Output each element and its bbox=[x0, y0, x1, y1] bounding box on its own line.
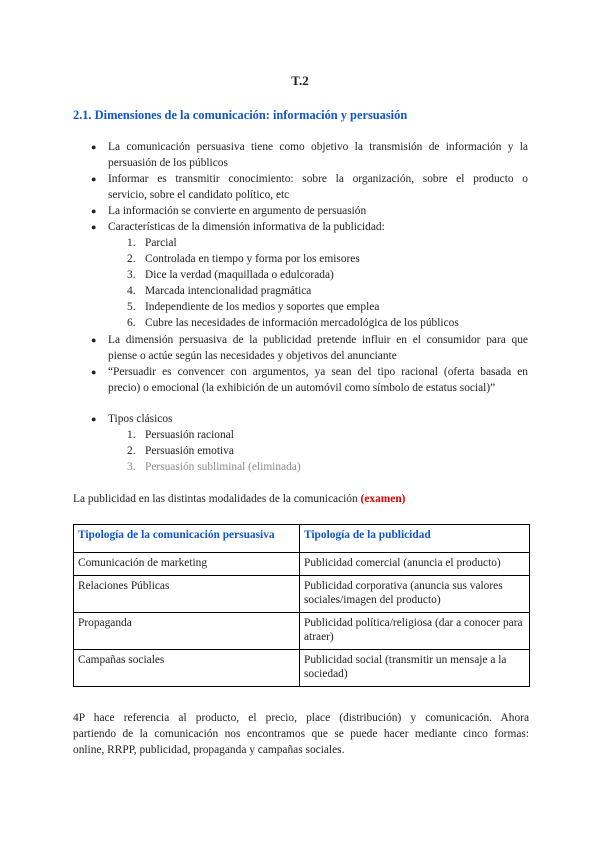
bullet-glyph: ● bbox=[91, 335, 97, 345]
list-item: Parcial bbox=[145, 237, 177, 249]
table-cell: Campañas sociales bbox=[74, 649, 300, 686]
list-item: Persuasión racional bbox=[145, 429, 234, 441]
list-item: Dice la verdad (maquillada o edulcorada) bbox=[145, 269, 334, 281]
list-item: Controlada en tiempo y forma por los emisores bbox=[145, 253, 360, 265]
list-number: 1. bbox=[127, 237, 136, 249]
list-number: 4. bbox=[127, 285, 136, 297]
list-number: 3. bbox=[127, 461, 136, 473]
list-item: Persuasión emotiva bbox=[145, 445, 234, 457]
table-cell: Relaciones Públicas bbox=[74, 575, 300, 612]
bullet-text: La dimensión persuasiva de la publicidad pretende influir en el consumidor para que bbox=[108, 334, 528, 346]
bullet-text: piense o actúe según las necesidades y objetivos del anunciante bbox=[108, 349, 397, 362]
bullet-glyph: ● bbox=[91, 367, 97, 377]
bullet-text: Tipos clásicos bbox=[108, 413, 173, 425]
list-number: 3. bbox=[127, 269, 136, 281]
list-item: Marcada intencionalidad pragmática bbox=[145, 285, 312, 297]
bullet-text: servicio, sobre el candidato político, etc bbox=[108, 188, 290, 201]
section-heading: 2.1. Dimensiones de la comunicación: información y persuasión bbox=[73, 108, 408, 122]
bullet-text: Informar es transmitir conocimiento: sobre la organización, sobre el producto o bbox=[108, 173, 528, 185]
bullet-text: Características de la dimensión informativa de la publicidad: bbox=[108, 221, 385, 233]
bullet-glyph: ● bbox=[91, 174, 97, 184]
bullet-text: La información se convierte en argumento de persuasión bbox=[108, 205, 367, 217]
closing-paragraph-line: 4P hace referencia al producto, el precio, place (distribución) y comunicación. Ahora bbox=[73, 712, 529, 724]
comparison-table bbox=[73, 524, 530, 687]
table-cell: Propaganda bbox=[74, 612, 300, 649]
table-row bbox=[74, 553, 530, 576]
list-number: 6. bbox=[127, 317, 136, 329]
list-number: 2. bbox=[127, 445, 136, 457]
bullet-glyph: ● bbox=[91, 222, 97, 232]
table-cell: Publicidad comercial (anuncia el producto) bbox=[300, 553, 530, 576]
list-item-struck: Persuasión subliminal (eliminada) bbox=[145, 461, 301, 473]
bullet-text: precio) o emocional (la exhibición de un automóvil como símbolo de estatus social)” bbox=[108, 381, 496, 394]
table-cell: Publicidad social (transmitir un mensaje a la sociedad) bbox=[300, 649, 530, 686]
closing-paragraph-line: partiendo de la comunicación nos encontramos que se puede hacer mediante cinco formas: bbox=[73, 728, 529, 740]
table-row bbox=[74, 649, 530, 686]
table-intro-text: La publicidad en las distintas modalidades de la comunicación bbox=[73, 493, 361, 505]
table-cell: Publicidad corporativa (anuncia sus valores sociales/imagen del producto) bbox=[300, 575, 530, 612]
bullet-glyph: ● bbox=[91, 206, 97, 216]
bullet-glyph: ● bbox=[91, 142, 97, 152]
table-cell: Comunicación de marketing bbox=[74, 553, 300, 576]
list-number: 2. bbox=[127, 253, 136, 265]
bullet-text: La comunicación persuasiva tiene como objetivo la transmisión de información y la bbox=[108, 141, 528, 153]
page-title: T.2 bbox=[291, 73, 309, 88]
bullet-glyph: ● bbox=[91, 414, 97, 424]
exam-highlight: (examen) bbox=[360, 493, 406, 505]
table-row bbox=[74, 612, 530, 649]
table-header: Tipología de la comunicación persuasiva bbox=[74, 525, 300, 553]
bullet-text: persuasión de los públicos bbox=[108, 156, 228, 169]
closing-paragraph-line: online, RRPP, publicidad, propaganda y campañas sociales. bbox=[73, 744, 345, 756]
table-row bbox=[74, 575, 530, 612]
bullet-text: “Persuadir es convencer con argumentos, ya sean del tipo racional (oferta basada en bbox=[108, 366, 528, 378]
table-header-row bbox=[74, 525, 530, 553]
list-item: Cubre las necesidades de información mercadológica de los públicos bbox=[145, 317, 459, 329]
list-item: Independiente de los medios y soportes que emplea bbox=[145, 301, 380, 313]
list-number: 1. bbox=[127, 429, 136, 441]
table-header: Tipología de la publicidad bbox=[300, 525, 530, 553]
table-intro bbox=[73, 492, 405, 508]
table-cell: Publicidad política/religiosa (dar a conocer para atraer) bbox=[300, 612, 530, 649]
list-number: 5. bbox=[127, 301, 136, 313]
